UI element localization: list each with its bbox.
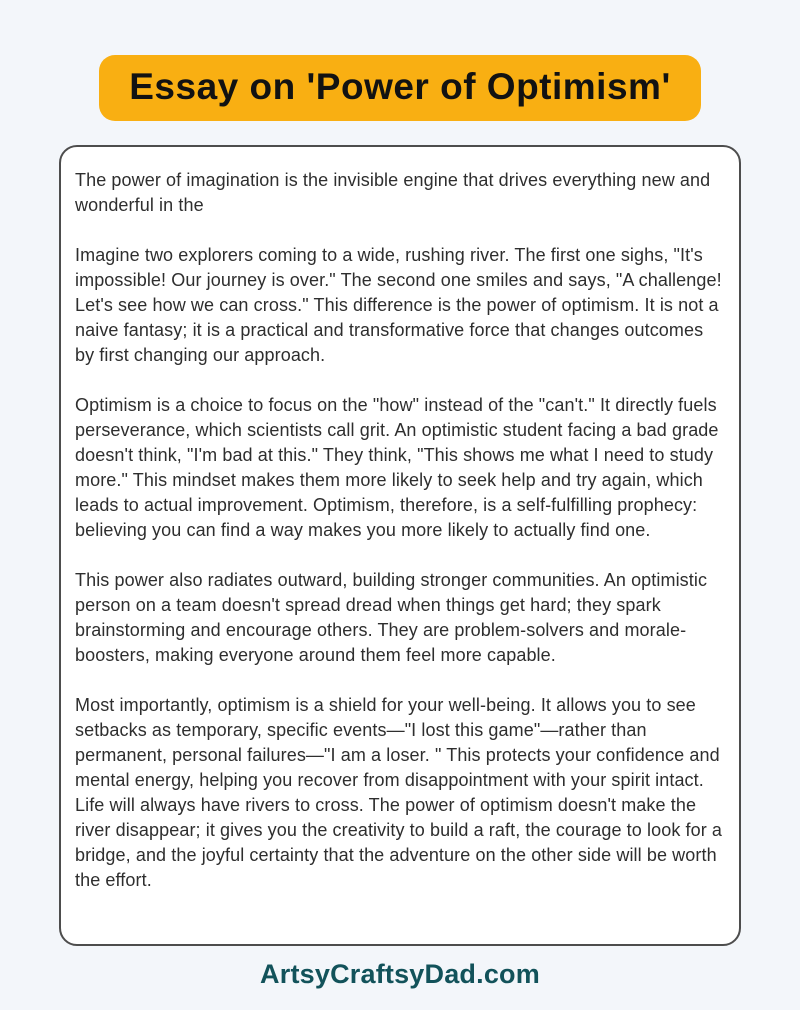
- page-title: Essay on 'Power of Optimism': [129, 66, 671, 107]
- title-banner: [99, 55, 701, 121]
- essay-paragraph: Imagine two explorers coming to a wide, rushing river. The first one sighs, "It's impossible! Our journey is over." The second one smiles and says, "A challenge! Let's see how we can cross." This difference is the power of optimism. It is not a naive fantasy; it is a practical and transformative force that changes outcomes by first changing our approach.: [75, 245, 722, 365]
- essay-paragraph: This power also radiates outward, building stronger communities. An optimistic person on a team doesn't spread dread when things get hard; they spark brainstorming and encourage others. They are problem-solvers and morale-boosters, making everyone around them feel more capable.: [75, 570, 708, 665]
- essay-card: [59, 145, 741, 946]
- footer: [0, 959, 800, 1010]
- essay-paragraph: Most importantly, optimism is a shield for your well-being. It allows you to see setbacks as temporary, specific events—"I lost this game"—rather than permanent, personal failures—"I am a loser. " This protects your confidence and mental energy, helping you recover from disappointment with your spirit intact. Life will always have rivers to cross. The power of optimism doesn't make the river disappear; it gives you the creativity to build a raft, the courage to look for a bridge, and the joyful certainty that the adventure on the other side will be worth the effort.: [75, 695, 723, 890]
- site-link[interactable]: ArtsyCraftsyDad.com: [260, 959, 540, 989]
- essay-paragraph: The power of imagination is the invisible engine that drives everything new and wonderful in the: [75, 170, 711, 215]
- essay-paragraph: Optimism is a choice to focus on the "how" instead of the "can't." It directly fuels perseverance, which scientists call grit. An optimistic student facing a bad grade doesn't think, "I'm bad at this." They think, "This shows me what I need to study more." This mindset makes them more likely to seek help and try again, which leads to actual improvement. Optimism, therefore, is a self-fulfilling prophecy: believing you can find a way makes you more likely to actually find one.: [75, 395, 719, 540]
- title-banner-container: [0, 55, 800, 121]
